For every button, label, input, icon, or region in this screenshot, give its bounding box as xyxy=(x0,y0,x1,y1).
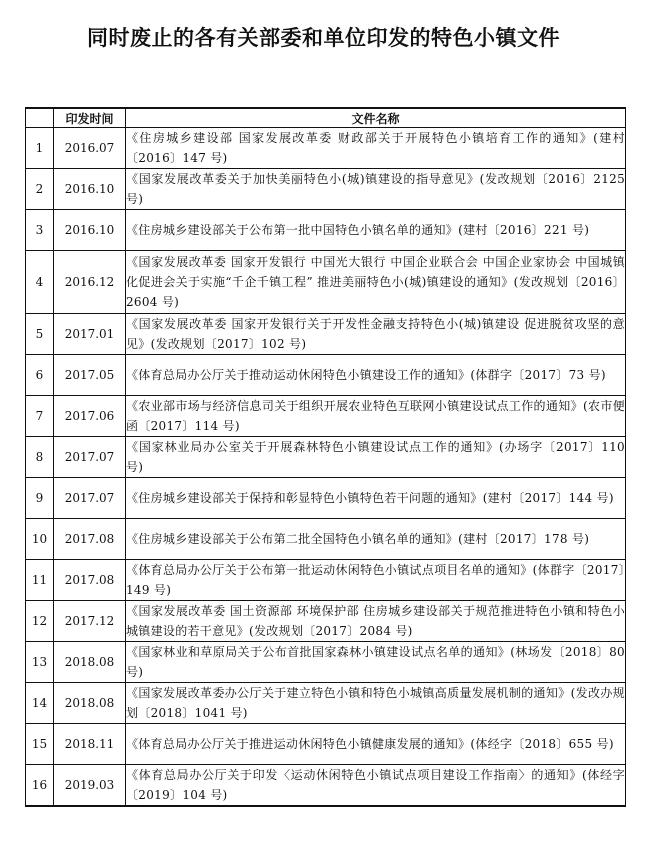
row-document-name: 《体育总局办公厅关于印发〈运动休闲特色小镇试点项目建设工作指南〉的通知》(体经字〔2019〕104 号) xyxy=(126,765,626,807)
table-row xyxy=(26,396,626,437)
row-index: 16 xyxy=(26,765,54,807)
row-index: 14 xyxy=(26,683,54,724)
table-row xyxy=(26,642,626,683)
table-row xyxy=(26,478,626,519)
row-document-name: 《国家发展改革委办公厅关于建立特色小镇和特色小城镇高质量发展机制的通知》(发改办规划〔2018〕1041 号) xyxy=(126,683,626,724)
row-date: 2018.11 xyxy=(54,724,126,765)
table-row xyxy=(26,724,626,765)
table-row xyxy=(26,601,626,642)
table-row xyxy=(26,683,626,724)
table-row xyxy=(26,210,626,251)
row-date: 2016.10 xyxy=(54,169,126,210)
row-document-name: 《国家发展改革委关于加快美丽特色小(城)镇建设的指导意见》(发改规划〔2016〕2125 号) xyxy=(126,169,626,210)
row-date: 2019.03 xyxy=(54,765,126,807)
row-index: 6 xyxy=(26,355,54,396)
table-row xyxy=(26,169,626,210)
row-date: 2018.08 xyxy=(54,683,126,724)
row-date: 2016.10 xyxy=(54,210,126,251)
row-date: 2017.12 xyxy=(54,601,126,642)
row-index: 10 xyxy=(26,519,54,560)
row-date: 2017.07 xyxy=(54,478,126,519)
row-index: 15 xyxy=(26,724,54,765)
row-index: 1 xyxy=(26,128,54,169)
row-document-name: 《国家林业和草原局关于公布首批国家森林小镇建设试点名单的通知》(林场发〔2018〕80 号) xyxy=(126,642,626,683)
table-row xyxy=(26,355,626,396)
row-index: 3 xyxy=(26,210,54,251)
row-document-name: 《住房城乡建设部关于公布第二批全国特色小镇名单的通知》(建村〔2017〕178 号) xyxy=(126,519,626,560)
row-index: 11 xyxy=(26,560,54,601)
row-date: 2016.12 xyxy=(54,251,126,314)
row-index: 13 xyxy=(26,642,54,683)
row-date: 2017.01 xyxy=(54,314,126,355)
table-row xyxy=(26,314,626,355)
row-document-name: 《住房城乡建设部关于公布第一批中国特色小镇名单的通知》(建村〔2016〕221 号) xyxy=(126,210,626,251)
row-document-name: 《住房城乡建设部关于保持和彰显特色小镇特色若干问题的通知》(建村〔2017〕144 号) xyxy=(126,478,626,519)
row-date: 2017.06 xyxy=(54,396,126,437)
row-date: 2018.08 xyxy=(54,642,126,683)
row-document-name: 《国家发展改革委 国土资源部 环境保护部 住房城乡建设部关于规范推进特色小镇和特色小城镇建设的若干意见》(发改规划〔2017〕2084 号) xyxy=(126,601,626,642)
header-date: 印发时间 xyxy=(54,108,126,128)
row-document-name: 《农业部市场与经济信息司关于组织开展农业特色互联网小镇建设试点工作的通知》(农市便函〔2017〕114 号) xyxy=(126,396,626,437)
table-row xyxy=(26,437,626,478)
row-index: 12 xyxy=(26,601,54,642)
row-date: 2017.07 xyxy=(54,437,126,478)
table-row xyxy=(26,560,626,601)
table-row xyxy=(26,251,626,314)
row-document-name: 《国家发展改革委 国家开发银行 中国光大银行 中国企业联合会 中国企业家协会 中国城镇化促进会关于实施“千企千镇工程” 推进美丽特色小(城)镇建设的通知》(发改规划〔2016〕2604 号) xyxy=(126,251,626,314)
row-date: 2016.07 xyxy=(54,128,126,169)
row-index: 8 xyxy=(26,437,54,478)
row-index: 4 xyxy=(26,251,54,314)
page-title: 同时废止的各有关部委和单位印发的特色小镇文件 xyxy=(87,26,560,50)
document-table xyxy=(25,107,626,807)
table-row xyxy=(26,128,626,169)
row-date: 2017.08 xyxy=(54,519,126,560)
row-index: 2 xyxy=(26,169,54,210)
row-document-name: 《住房城乡建设部 国家发展改革委 财政部关于开展特色小镇培育工作的通知》(建村〔2016〕147 号) xyxy=(126,128,626,169)
row-document-name: 《国家林业局办公室关于开展森林特色小镇建设试点工作的通知》(办场字〔2017〕110 号) xyxy=(126,437,626,478)
row-index: 9 xyxy=(26,478,54,519)
row-index: 7 xyxy=(26,396,54,437)
header-name: 文件名称 xyxy=(126,108,626,128)
row-document-name: 《体育总局办公厅关于公布第一批运动休闲特色小镇试点项目名单的通知》(体群字〔2017〕149 号) xyxy=(126,560,626,601)
table-row xyxy=(26,765,626,807)
row-date: 2017.08 xyxy=(54,560,126,601)
row-date: 2017.05 xyxy=(54,355,126,396)
row-document-name: 《体育总局办公厅关于推进运动休闲特色小镇健康发展的通知》(体经字〔2018〕655 号) xyxy=(126,724,626,765)
row-document-name: 《国家发展改革委 国家开发银行关于开发性金融支持特色小(城)镇建设 促进脱贫攻坚的意见》(发改规划〔2017〕102 号) xyxy=(126,314,626,355)
header-index xyxy=(26,108,54,128)
table-row xyxy=(26,519,626,560)
row-document-name: 《体育总局办公厅关于推动运动休闲特色小镇建设工作的通知》(体群字〔2017〕73 号) xyxy=(126,355,626,396)
row-index: 5 xyxy=(26,314,54,355)
table-header-row xyxy=(26,108,626,128)
